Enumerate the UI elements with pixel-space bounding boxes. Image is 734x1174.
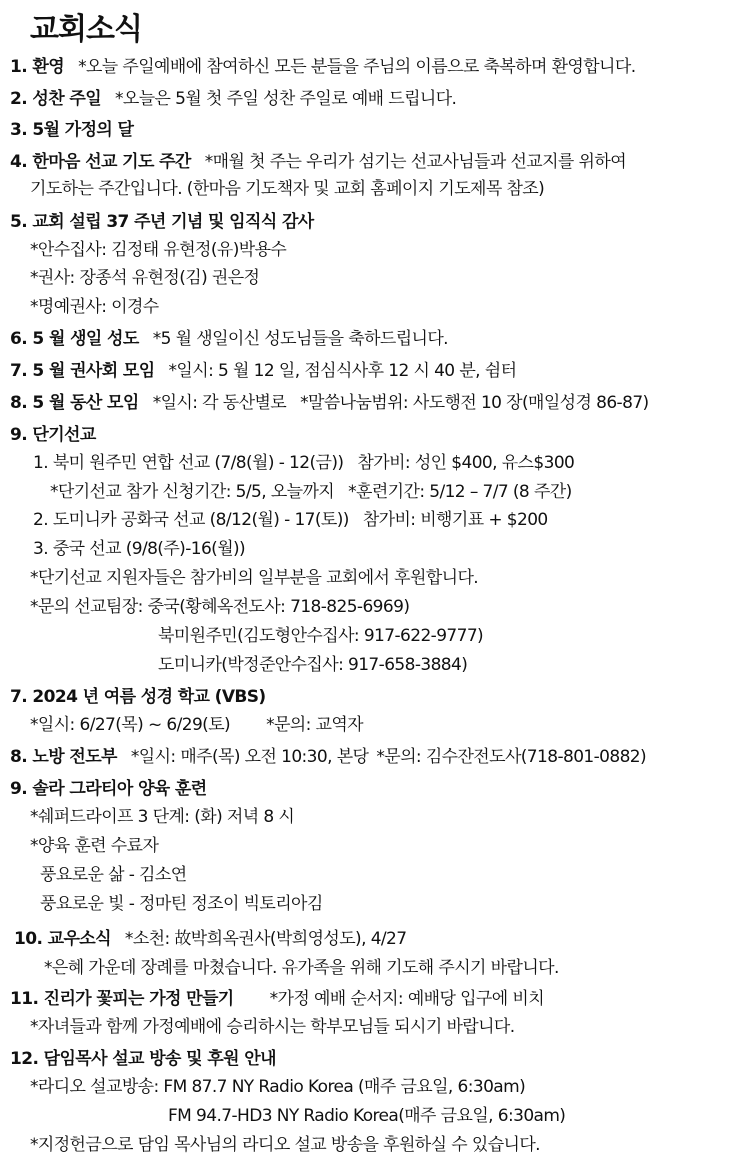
mission-name: 2. 도미니카 공화국 선교 (8/12(월) - 17(토)) bbox=[33, 510, 349, 530]
mission-fee: 참가비: 비행기표 + $200 bbox=[362, 510, 548, 530]
item-heading: 3. 5월 가정의 달 bbox=[10, 120, 134, 140]
item-heading: 8. 5 월 동산 모임 bbox=[10, 393, 139, 413]
item-subline: 도미니카(박정준안수집사: 917-658-3884) bbox=[158, 655, 468, 675]
item-subline: *양육 훈련 수료자 bbox=[30, 836, 159, 856]
item-communion bbox=[10, 87, 456, 111]
item-subline: FM 94.7-HD3 NY Radio Korea(매주 금요일, 6:30am) bbox=[168, 1106, 566, 1126]
item-heading: 11. 진리가 꽃피는 가정 만들기 bbox=[10, 989, 234, 1009]
item-heading: 1. 환영 bbox=[10, 57, 65, 77]
item-subline: 풍요로운 삶 - 김소연 bbox=[40, 865, 187, 885]
item-subline: *쉐퍼드라이프 3 단계: (화) 저녁 8 시 bbox=[30, 807, 295, 827]
vbs-date: *일시: 6/27(목) ~ 6/29(토) bbox=[30, 715, 231, 735]
item-heading: 7. 5 월 권사회 모임 bbox=[10, 361, 155, 381]
item-text: *오늘은 5월 첫 주일 성찬 주일로 예배 드립니다. bbox=[115, 89, 457, 109]
item-subline: *은혜 가운데 장례를 마쳤습니다. 유가족을 위해 기도해 주시기 바랍니다. bbox=[44, 958, 559, 978]
item-heading: 6. 5 월 생일 성도 bbox=[10, 329, 139, 349]
item-text-continued: 기도하는 주간입니다. (한마음 기도책자 및 교회 홈페이지 기도제목 참조) bbox=[30, 179, 545, 199]
item-subline bbox=[33, 451, 574, 475]
item-text: *가정 예배 순서지: 예배당 입구에 비치 bbox=[269, 989, 545, 1009]
item-subline: *안수집사: 김정태 유현정(유)박용수 bbox=[30, 240, 287, 260]
mission-name: 1. 북미 원주민 연합 선교 (7/8(월) - 12(금)) bbox=[33, 453, 344, 473]
item-mission-prayer bbox=[10, 150, 626, 174]
item-text: *문의: 김수잔전도사(718-801-0882) bbox=[376, 747, 647, 767]
item-birthdays bbox=[10, 327, 448, 351]
item-heading-training: 9. 솔라 그라티아 양육 훈련 bbox=[10, 779, 207, 799]
item-subline: *권사: 장종석 유현정(김) 권은정 bbox=[30, 268, 260, 288]
item-heading-vbs: 7. 2024 년 여름 성경 학교 (VBS) bbox=[10, 687, 266, 707]
item-text: *일시: 매주(목) 오전 10:30, 본당 bbox=[130, 747, 369, 767]
item-subline: 3. 중국 선교 (9/8(주)-16(월)) bbox=[33, 539, 246, 559]
item-subline: 풍요로운 빛 - 정마틴 정조이 빅토리아김 bbox=[40, 894, 323, 914]
item-text: *오늘 주일예배에 참여하신 모든 분들을 주님의 이름으로 축복하며 환영합니다. bbox=[78, 57, 636, 77]
item-garden-meeting bbox=[10, 391, 649, 415]
mission-apply-period: *단기선교 참가 신청기간: 5/5, 오늘까지 bbox=[50, 482, 335, 502]
item-subline: *문의 선교팀장: 중국(황혜옥전도사: 718-825-6969) bbox=[30, 597, 410, 617]
item-text: *5 월 생일이신 성도님들을 축하드립니다. bbox=[152, 329, 448, 349]
item-welcome bbox=[10, 55, 636, 79]
mission-training-period: *훈련기간: 5/12 – 7/7 (8 주간) bbox=[348, 482, 572, 502]
item-subline: *지정헌금으로 담임 목사님의 라디오 설교 방송을 후원하실 수 있습니다. bbox=[30, 1135, 540, 1155]
item-heading: 2. 성찬 주일 bbox=[10, 89, 102, 109]
item-subline: *자녀들과 함께 가정예배에 승리하시는 학부모님들 되시기 바랍니다. bbox=[30, 1017, 515, 1037]
vbs-contact: *문의: 교역자 bbox=[266, 715, 364, 735]
item-text: *일시: 각 동산별로 bbox=[152, 393, 287, 413]
item-family-worship bbox=[10, 987, 544, 1011]
item-text: *일시: 5 월 12 일, 점심식사후 12 시 40 분, 쉼터 bbox=[168, 361, 517, 381]
item-street-evangelism bbox=[10, 745, 646, 769]
item-heading-short-term-mission: 9. 단기선교 bbox=[10, 425, 96, 445]
item-family-month bbox=[10, 118, 133, 142]
item-text: *말씀나눔범위: 사도행전 10 장(매일성경 86-87) bbox=[300, 393, 649, 413]
item-subline: *라디오 설교방송: FM 87.7 NY Radio Korea (매주 금요일, 6:30am) bbox=[30, 1077, 526, 1097]
item-text: *매월 첫 주는 우리가 섬기는 선교사님들과 선교지를 위하여 bbox=[204, 152, 627, 172]
item-subline: *단기선교 지원자들은 참가비의 일부분을 교회에서 후원합니다. bbox=[30, 568, 479, 588]
item-subline bbox=[33, 508, 548, 532]
item-heading: 8. 노방 전도부 bbox=[10, 747, 117, 767]
item-subline bbox=[50, 480, 572, 504]
item-deaconess-meeting bbox=[10, 359, 516, 383]
item-heading-anniversary: 5. 교회 설립 37 주년 기념 및 임직식 감사 bbox=[10, 212, 314, 232]
item-subline bbox=[30, 713, 363, 737]
item-heading: 4. 한마음 선교 기도 주간 bbox=[10, 152, 191, 172]
item-member-news bbox=[14, 927, 406, 951]
page-title: 교회소식 bbox=[30, 12, 142, 47]
mission-fee: 참가비: 성인 $400, 유스$300 bbox=[357, 453, 575, 473]
item-heading: 10. 교우소식 bbox=[14, 929, 111, 949]
item-text: *소천: 故박희옥권사(박희영성도), 4/27 bbox=[124, 929, 407, 949]
item-subline: *명예권사: 이경수 bbox=[30, 297, 159, 317]
item-heading-broadcast: 12. 담임목사 설교 방송 및 후원 안내 bbox=[10, 1049, 276, 1069]
item-subline: 북미원주민(김도형안수집사: 917-622-9777) bbox=[158, 626, 484, 646]
